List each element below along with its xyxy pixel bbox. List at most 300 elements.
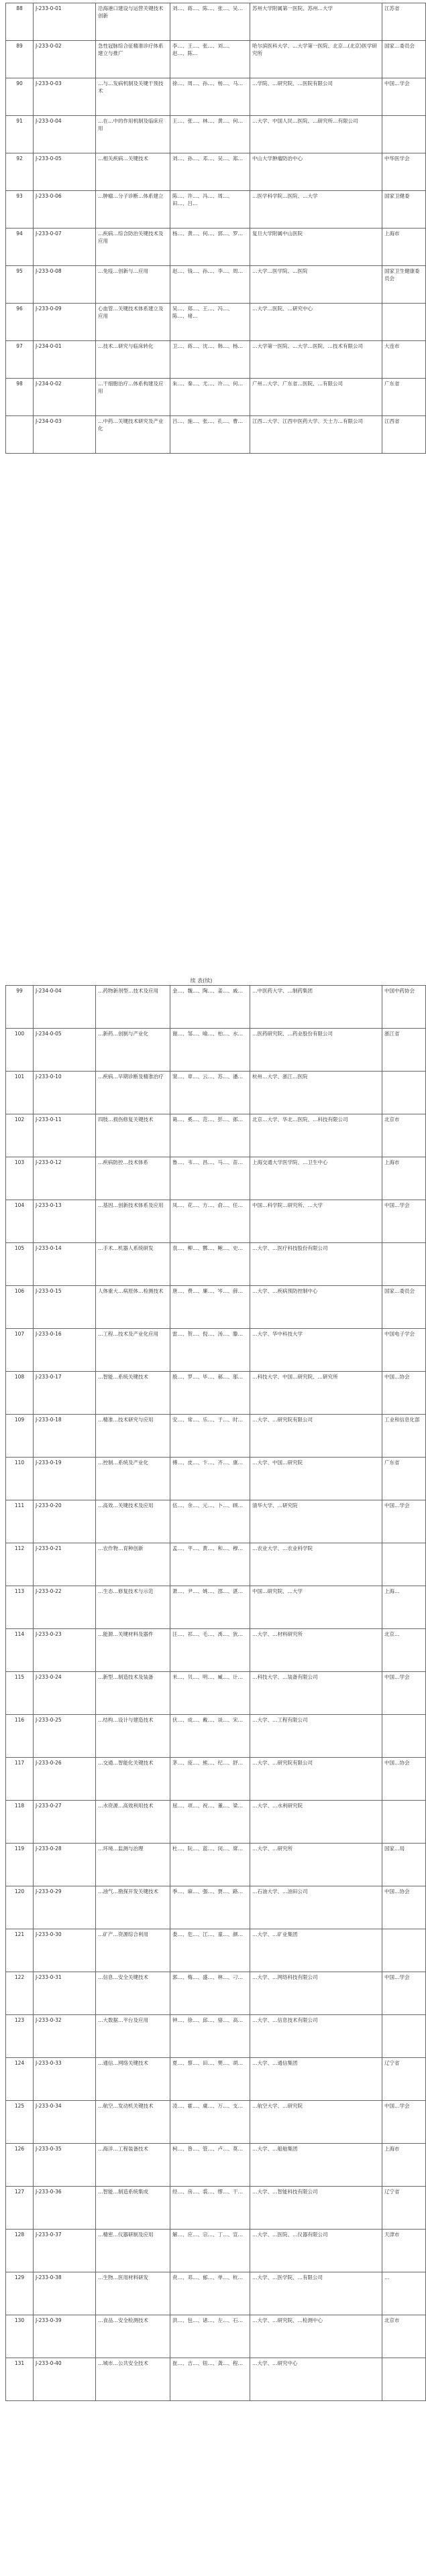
row-number-cell: 93 (6, 191, 34, 229)
row-number-cell: 118 (6, 1801, 34, 1844)
project-title-cell: …能源…关键材料及器件 (96, 1629, 170, 1672)
authors-cell: 茅…、庞…、熊…、纪…、舒… (170, 1758, 250, 1801)
authors-cell: 吴…、郑…、王…、冯…、陈…、褚… (170, 304, 250, 341)
recommender-cell: 中国…学会 (382, 78, 426, 116)
row-number-cell: 113 (6, 1586, 34, 1629)
project-code-cell: J-233-0-03 (34, 78, 96, 116)
table-row (6, 1200, 426, 1243)
recommender-cell (382, 1543, 426, 1586)
project-title-cell: …通信…网络关键技术 (96, 2058, 170, 2101)
recommender-cell: 中国…协会 (382, 1372, 426, 1415)
authors-cell: 米…、贝…、明…、臧…、计… (170, 1672, 250, 1715)
row-number-cell: 91 (6, 116, 34, 153)
project-title-cell: …药物新剂型…技术及应用 (96, 986, 170, 1029)
recommender-cell: 北京市 (382, 2315, 426, 2358)
table-row (6, 116, 426, 153)
recommender-cell: 江苏省 (382, 3, 426, 41)
project-title-cell: …疾病…综合防治关键技术及应用 (96, 229, 170, 266)
project-title-cell: 人体重大…病原体…检测技术 (96, 1286, 170, 1329)
units-cell: 清华大学、…研究院 (250, 1500, 382, 1543)
table-row (6, 416, 426, 454)
recommender-cell: 中国…协会 (382, 1886, 426, 1929)
recommender-cell (382, 2015, 426, 2058)
project-title-cell: 急性冠脉综合征精准诊疗体系建立与推广 (96, 41, 170, 78)
units-cell: …大学、…疾病预防控制中心 (250, 1286, 382, 1329)
table-row (6, 1157, 426, 1200)
recommender-cell: 广东省 (382, 1458, 426, 1500)
recommender-cell: 中国…学会 (382, 2101, 426, 2144)
project-code-cell: J-233-0-18 (34, 1415, 96, 1458)
project-title-cell: …智能…系统关键技术 (96, 1372, 170, 1415)
row-number-cell: 123 (6, 2015, 34, 2058)
project-title-cell: …交通…智能化关键技术 (96, 1758, 170, 1801)
project-code-cell: J-233-0-06 (34, 191, 96, 229)
project-title-cell: …在…中的作用机制及临床应用 (96, 116, 170, 153)
table-row (6, 1114, 426, 1157)
row-number-cell: 108 (6, 1372, 34, 1415)
row-number-cell: 106 (6, 1286, 34, 1329)
row-number-cell: 103 (6, 1157, 34, 1200)
project-code-cell: J-233-0-21 (34, 1543, 96, 1586)
table-row (6, 2015, 426, 2058)
project-code-cell: J-233-0-22 (34, 1586, 96, 1629)
project-title-cell: …航空…发动机关键技术 (96, 2101, 170, 2144)
row-number-cell: 124 (6, 2058, 34, 2101)
table-row (6, 1243, 426, 1286)
row-number-cell: 117 (6, 1758, 34, 1801)
recommender-cell: 中国中药协会 (382, 986, 426, 1029)
project-title-cell: …城市…公共安全技术 (96, 2358, 170, 2401)
table-row (6, 41, 426, 78)
project-code-cell: J-234-0-04 (34, 986, 96, 1029)
units-cell: …大学、…医学院、…有限公司 (250, 2272, 382, 2315)
project-title-cell: …生物…医用材料研发 (96, 2272, 170, 2315)
units-cell: 杭州…大学、浙江…医院 (250, 1072, 382, 1114)
project-code-cell: J-234-0-02 (34, 379, 96, 416)
units-cell: …大学、…水利研究院 (250, 1801, 382, 1844)
recommender-cell: 中国…学会 (382, 1200, 426, 1243)
row-number-cell: 122 (6, 1972, 34, 2015)
project-title-cell: …精准…技术研究与应用 (96, 1415, 170, 1458)
project-code-cell: J-233-0-20 (34, 1500, 96, 1543)
project-title-cell: …控制…系统及产业化 (96, 1458, 170, 1500)
project-title-cell: …工程…技术及产业化应用 (96, 1329, 170, 1372)
project-title-cell: …免疫…创新与…应用 (96, 266, 170, 304)
table-row (6, 229, 426, 266)
units-cell: …大学第一医院、…大学…医院、…技术有限公司 (250, 341, 382, 379)
project-code-cell: J-233-0-40 (34, 2358, 96, 2401)
project-code-cell: J-233-0-09 (34, 304, 96, 341)
units-cell: …大学、…研究院有限公司 (250, 1415, 382, 1458)
project-code-cell: J-233-0-28 (34, 1844, 96, 1886)
authors-cell: 赵…、钱…、孙…、李…、周… (170, 266, 250, 304)
table-row (6, 1286, 426, 1329)
authors-cell: 傅…、皮…、卞…、齐…、康… (170, 1458, 250, 1500)
authors-cell: 雷…、贺…、倪…、汤…、滕… (170, 1329, 250, 1372)
project-code-cell: J-233-0-25 (34, 1715, 96, 1758)
table-row (6, 1458, 426, 1500)
row-number-cell: 98 (6, 379, 34, 416)
project-code-cell: J-233-0-01 (34, 3, 96, 41)
authors-cell: 葛…、奚…、范…、彭…、郎… (170, 1114, 250, 1157)
recommender-cell: 上海市 (382, 1157, 426, 1200)
units-cell: …科技大学、中国…研究院、…研究所 (250, 1372, 382, 1415)
row-number-cell: 105 (6, 1243, 34, 1286)
table-row (6, 304, 426, 341)
project-title-cell: …手术…机器人系统研发 (96, 1243, 170, 1286)
row-number-cell: 119 (6, 1844, 34, 1886)
project-title-cell: …大数据…平台及应用 (96, 2015, 170, 2058)
table-row (6, 2058, 426, 2101)
project-code-cell: J-233-0-13 (34, 1200, 96, 1243)
authors-cell: 季…、麻…、强…、贾…、路… (170, 1886, 250, 1929)
table-row (6, 1972, 426, 2015)
project-code-cell: J-234-0-03 (34, 416, 96, 454)
row-number-cell (6, 416, 34, 454)
project-code-cell: J-233-0-12 (34, 1157, 96, 1200)
project-title-cell: …与…发病机制及关键干预技术 (96, 78, 170, 116)
project-code-cell: J-233-0-30 (34, 1929, 96, 1972)
authors-cell: 杜…、阮…、蓝…、闵…、席… (170, 1844, 250, 1886)
project-code-cell: J-233-0-11 (34, 1114, 96, 1157)
row-number-cell: 130 (6, 2315, 34, 2358)
authors-cell: 袁…、柳…、酆…、鲍…、史… (170, 1243, 250, 1286)
table-row (6, 2101, 426, 2144)
authors-cell: 崔…、吉…、钮…、龚…、程… (170, 2358, 250, 2401)
project-title-cell: …相关疾病…关键技术 (96, 153, 170, 191)
project-title-cell: …食品…安全检测技术 (96, 2315, 170, 2358)
authors-cell: 徐…、周…、孙…、杨…、马… (170, 78, 250, 116)
awards-table-b (5, 985, 426, 2401)
project-code-cell: J-233-0-10 (34, 1072, 96, 1114)
project-code-cell: J-233-0-08 (34, 266, 96, 304)
recommender-cell: 工业和信息化部 (382, 1415, 426, 1458)
row-number-cell: 88 (6, 3, 34, 41)
recommender-cell: 国家…委员会 (382, 1286, 426, 1329)
authors-cell: 谢…、邹…、喻…、柏…、水… (170, 1029, 250, 1072)
recommender-cell (382, 2358, 426, 2401)
row-number-cell: 121 (6, 1929, 34, 1972)
units-cell: 中山大学肿瘤防治中心 (250, 153, 382, 191)
units-cell: …大学、…研究所 (250, 1844, 382, 1886)
units-cell: …大学、华中科技大学 (250, 1329, 382, 1372)
project-code-cell: J-233-0-19 (34, 1458, 96, 1500)
units-cell: …大学、…医院、…仪器有限公司 (250, 2230, 382, 2272)
row-number-cell: 109 (6, 1415, 34, 1458)
table-section-a (5, 3, 420, 454)
project-code-cell: J-233-0-33 (34, 2058, 96, 2101)
row-number-cell: 102 (6, 1114, 34, 1157)
row-number-cell: 120 (6, 1886, 34, 1929)
row-number-cell: 99 (6, 986, 34, 1029)
recommender-cell: 天津市 (382, 2230, 426, 2272)
units-cell: 苏州大学附属第一医院、苏州…大学 (250, 3, 382, 41)
recommender-cell: 北京市 (382, 1114, 426, 1157)
recommender-cell: 江西省 (382, 416, 426, 454)
units-cell: …大学、…研究院、…检测中心 (250, 2315, 382, 2358)
project-title-cell: …生态…修复技术与示范 (96, 1586, 170, 1629)
units-cell: …大学…医学院、…医院 (250, 266, 382, 304)
recommender-cell: 辽宁省 (382, 2187, 426, 2230)
project-code-cell: J-234-0-05 (34, 1029, 96, 1072)
authors-cell: 娄…、危…、江…、童…、颜… (170, 1929, 250, 1972)
authors-cell: 王…、张…、林…、黄…、何… (170, 116, 250, 153)
project-title-cell: …中药…关键技术研究及产业化 (96, 416, 170, 454)
table-row (6, 1886, 426, 1929)
table-row (6, 1801, 426, 1844)
recommender-cell (382, 304, 426, 341)
project-title-cell: …精密…仪器研制及应用 (96, 2230, 170, 2272)
authors-cell: 柯…、昝…、管…、卢…、莫… (170, 2144, 250, 2187)
project-code-cell: J-233-0-32 (34, 2015, 96, 2058)
units-cell: 江西…大学、江西中医药大学、天士力…有限公司 (250, 416, 382, 454)
project-title-cell: …矿产…资源综合利用 (96, 1929, 170, 1972)
recommender-cell: 辽宁省 (382, 2058, 426, 2101)
row-number-cell: 92 (6, 153, 34, 191)
project-title-cell: …水资源…高效利用技术 (96, 1801, 170, 1844)
project-title-cell: …新型…制造技术及装备 (96, 1672, 170, 1715)
authors-cell: 唐…、费…、廉…、岑…、薛… (170, 1286, 250, 1329)
units-cell: …大学、…通信集团 (250, 2058, 382, 2101)
authors-cell: 经…、房…、裘…、缪…、干… (170, 2187, 250, 2230)
project-code-cell: J-233-0-14 (34, 1243, 96, 1286)
recommender-cell: 广东省 (382, 379, 426, 416)
recommender-cell (382, 116, 426, 153)
table-row (6, 153, 426, 191)
project-code-cell: J-233-0-36 (34, 2187, 96, 2230)
project-title-cell: …高效…关键技术及应用 (96, 1500, 170, 1543)
authors-cell: 朱…、秦…、尤…、许…、何… (170, 379, 250, 416)
row-number-cell: 97 (6, 341, 34, 379)
authors-cell: 屈…、项…、祝…、董…、梁… (170, 1801, 250, 1844)
table-row (6, 2358, 426, 2401)
units-cell: …中医药大学、…制药集团 (250, 986, 382, 1029)
continued-label: 续 表(续) (190, 978, 213, 984)
authors-cell: 卫…、蒋…、沈…、韩…、杨… (170, 341, 250, 379)
authors-cell: 伍…、余…、元…、卜…、顾… (170, 1500, 250, 1543)
project-code-cell: J-233-0-35 (34, 2144, 96, 2187)
project-title-cell: 心血管…关键技术体系建立及应用 (96, 304, 170, 341)
recommender-cell (382, 1929, 426, 1972)
recommender-cell: 国家卫生健康委员会 (382, 266, 426, 304)
table-row (6, 1715, 426, 1758)
project-title-cell: …结构…设计与建造技术 (96, 1715, 170, 1758)
row-number-cell: 96 (6, 304, 34, 341)
authors-cell: 安…、常…、乐…、于…、时… (170, 1415, 250, 1458)
recommender-cell: 国家卫健委 (382, 191, 426, 229)
project-title-cell: …疾病防控…技术体系 (96, 1157, 170, 1200)
table-row (6, 1415, 426, 1458)
recommender-cell (382, 1715, 426, 1758)
recommender-cell: 上海… (382, 1586, 426, 1629)
project-title-cell: …干细胞治疗…体系构建及应用 (96, 379, 170, 416)
row-number-cell: 125 (6, 2101, 34, 2144)
row-number-cell: 112 (6, 1543, 34, 1586)
recommender-cell: 浙江省 (382, 1029, 426, 1072)
authors-cell: 窦…、章…、云…、苏…、潘… (170, 1072, 250, 1114)
units-cell: …大学、…研究中心 (250, 2358, 382, 2401)
row-number-cell: 111 (6, 1500, 34, 1543)
row-number-cell: 100 (6, 1029, 34, 1072)
recommender-cell: 中华医学会 (382, 153, 426, 191)
row-number-cell: 94 (6, 229, 34, 266)
row-number-cell: 110 (6, 1458, 34, 1500)
units-cell: …航空大学、…研究院 (250, 2101, 382, 2144)
authors-cell: 金…、魏…、陶…、姜…、戚… (170, 986, 250, 1029)
project-code-cell: J-233-0-24 (34, 1672, 96, 1715)
authors-cell: 鲁…、韦…、昌…、马…、苗… (170, 1157, 250, 1200)
project-title-cell: …基因…创新技术体系及应用 (96, 1200, 170, 1243)
authors-cell: 刘…、孙…、邓…、吴…、郑… (170, 153, 250, 191)
project-code-cell: J-233-0-05 (34, 153, 96, 191)
row-number-cell: 104 (6, 1200, 34, 1243)
units-cell: …大学、…材料研究所 (250, 1629, 382, 1672)
table-row (6, 986, 426, 1029)
table-row (6, 2230, 426, 2272)
table-section-b (5, 985, 420, 2401)
units-cell: …大学、中国…研究院 (250, 1458, 382, 1500)
authors-cell: 杨…、黄…、何…、郭…、罗… (170, 229, 250, 266)
project-title-cell: …肿瘤…分子诊断…体系建立 (96, 191, 170, 229)
units-cell: 广州…大学、广东省…医院、…有限公司 (250, 379, 382, 416)
recommender-cell (382, 1243, 426, 1286)
table-row (6, 1072, 426, 1114)
authors-cell: 夏…、蔡…、田…、樊…、胡… (170, 2058, 250, 2101)
project-title-cell: …智能…制造系统集成 (96, 2187, 170, 2230)
row-number-cell: 114 (6, 1629, 34, 1672)
recommender-cell: 大连市 (382, 341, 426, 379)
recommender-cell (382, 1072, 426, 1114)
table-row (6, 1629, 426, 1672)
project-code-cell: J-233-0-27 (34, 1801, 96, 1844)
project-code-cell: J-233-0-02 (34, 41, 96, 78)
table-row (6, 1029, 426, 1072)
table-row (6, 1844, 426, 1886)
project-code-cell: J-233-0-16 (34, 1329, 96, 1372)
row-number-cell: 126 (6, 2144, 34, 2187)
authors-cell: 殷…、罗…、毕…、郝…、邬… (170, 1372, 250, 1415)
project-code-cell: J-233-0-15 (34, 1286, 96, 1329)
project-title-cell: …农作物…育种创新 (96, 1543, 170, 1586)
table-row (6, 191, 426, 229)
recommender-cell: 中国电子学会 (382, 1329, 426, 1372)
project-code-cell: J-233-0-29 (34, 1886, 96, 1929)
units-cell: 北京…大学、华北…医院、…科技有限公司 (250, 1114, 382, 1157)
recommender-cell: 国家…委员会 (382, 41, 426, 78)
project-code-cell: J-233-0-07 (34, 229, 96, 266)
project-code-cell: J-233-0-34 (34, 2101, 96, 2144)
units-cell: …科技大学、…装备有限公司 (250, 1672, 382, 1715)
units-cell: …大学、中国人民…医院、…研究所…有限公司 (250, 116, 382, 153)
table-row (6, 266, 426, 304)
units-cell: …大学、…工程有限公司 (250, 1715, 382, 1758)
table-row (6, 1500, 426, 1543)
recommender-cell (382, 1801, 426, 1844)
project-code-cell: J-233-0-39 (34, 2315, 96, 2358)
authors-cell: 洪…、包…、诸…、左…、石… (170, 2315, 250, 2358)
table-row (6, 1329, 426, 1372)
project-code-cell: J-234-0-01 (34, 341, 96, 379)
row-number-cell: 115 (6, 1672, 34, 1715)
table-row (6, 341, 426, 379)
recommender-cell: 中国…协会 (382, 1758, 426, 1801)
authors-cell: 汪…、祁…、毛…、禹…、狄… (170, 1629, 250, 1672)
units-cell: …大学、…智能科技有限公司 (250, 2187, 382, 2230)
project-title-cell: 四肢…损伤修复关键技术 (96, 1114, 170, 1157)
project-title-cell: 沿海港口建设与运营关键技术创新 (96, 3, 170, 41)
project-code-cell: J-233-0-23 (34, 1629, 96, 1672)
row-number-cell: 90 (6, 78, 34, 116)
project-code-cell: J-233-0-37 (34, 2230, 96, 2272)
units-cell: …大学、…研究院有限公司 (250, 1758, 382, 1801)
row-number-cell: 131 (6, 2358, 34, 2401)
table-row (6, 2144, 426, 2187)
recommender-cell: … (382, 2272, 426, 2315)
awards-table-a (5, 3, 426, 454)
authors-cell: 陈…、许…、冯…、周…、田…、吕… (170, 191, 250, 229)
authors-cell: 萧…、尹…、姚…、邵…、湛… (170, 1586, 250, 1629)
units-cell: 中国…研究院、…大学 (250, 1586, 382, 1629)
units-cell: 上海交通大学医学院、…卫生中心 (250, 1157, 382, 1200)
table-row (6, 2187, 426, 2230)
authors-cell: 钟…、徐…、邱…、骆…、高… (170, 2015, 250, 2058)
units-cell: 复旦大学附属中山医院 (250, 229, 382, 266)
table-row (6, 78, 426, 116)
row-number-cell: 89 (6, 41, 34, 78)
authors-cell: 凤…、花…、方…、俞…、任… (170, 1200, 250, 1243)
table-row (6, 2315, 426, 2358)
row-number-cell: 127 (6, 2187, 34, 2230)
project-code-cell: J-233-0-04 (34, 116, 96, 153)
authors-cell: 解…、应…、宗…、丁…、宣… (170, 2230, 250, 2272)
row-number-cell: 95 (6, 266, 34, 304)
table-row (6, 1929, 426, 1972)
units-cell: …医药研究院、…药业股份有限公司 (250, 1029, 382, 1072)
row-number-cell: 128 (6, 2230, 34, 2272)
units-cell: …大学、…船舶集团 (250, 2144, 382, 2187)
authors-cell: 吕…、施…、张…、孔…、曹… (170, 416, 250, 454)
row-number-cell: 116 (6, 1715, 34, 1758)
recommender-cell: 上海市 (382, 2144, 426, 2187)
project-code-cell: J-233-0-26 (34, 1758, 96, 1801)
units-cell: 哈尔滨医科大学、…大学第一医院、北京…(北京)医学研究所 (250, 41, 382, 78)
project-code-cell: J-233-0-38 (34, 2272, 96, 2315)
units-cell: …医学科学院…医院、…大学 (250, 191, 382, 229)
table-row (6, 1758, 426, 1801)
authors-cell: 贲…、邓…、郁…、单…、杭… (170, 2272, 250, 2315)
row-number-cell: 107 (6, 1329, 34, 1372)
authors-cell: 李…、王…、张…、刘…、赵…、陈… (170, 41, 250, 78)
units-cell: …学院、…研究院、…医院有限公司 (250, 78, 382, 116)
table-row (6, 2272, 426, 2315)
authors-cell: 伏…、成…、戴…、谈…、宋… (170, 1715, 250, 1758)
units-cell: …农业大学、…农业科学院 (250, 1543, 382, 1586)
table-row (6, 1543, 426, 1586)
table-row (6, 379, 426, 416)
recommender-cell: 中国…学会 (382, 1672, 426, 1715)
table-row (6, 3, 426, 41)
table-row (6, 1672, 426, 1715)
project-title-cell: …新药…创制与产业化 (96, 1029, 170, 1072)
recommender-cell: 中国…学会 (382, 1500, 426, 1543)
recommender-cell: 国家…局 (382, 1844, 426, 1886)
project-title-cell: …油气…勘探开发关键技术 (96, 1886, 170, 1929)
authors-cell: 刘…、蒋…、陈…、张…、吴… (170, 3, 250, 41)
row-number-cell: 101 (6, 1072, 34, 1114)
table-row (6, 1372, 426, 1415)
units-cell: …大学、…信息技术有限公司 (250, 2015, 382, 2058)
units-cell: …石油大学、…油田公司 (250, 1886, 382, 1929)
